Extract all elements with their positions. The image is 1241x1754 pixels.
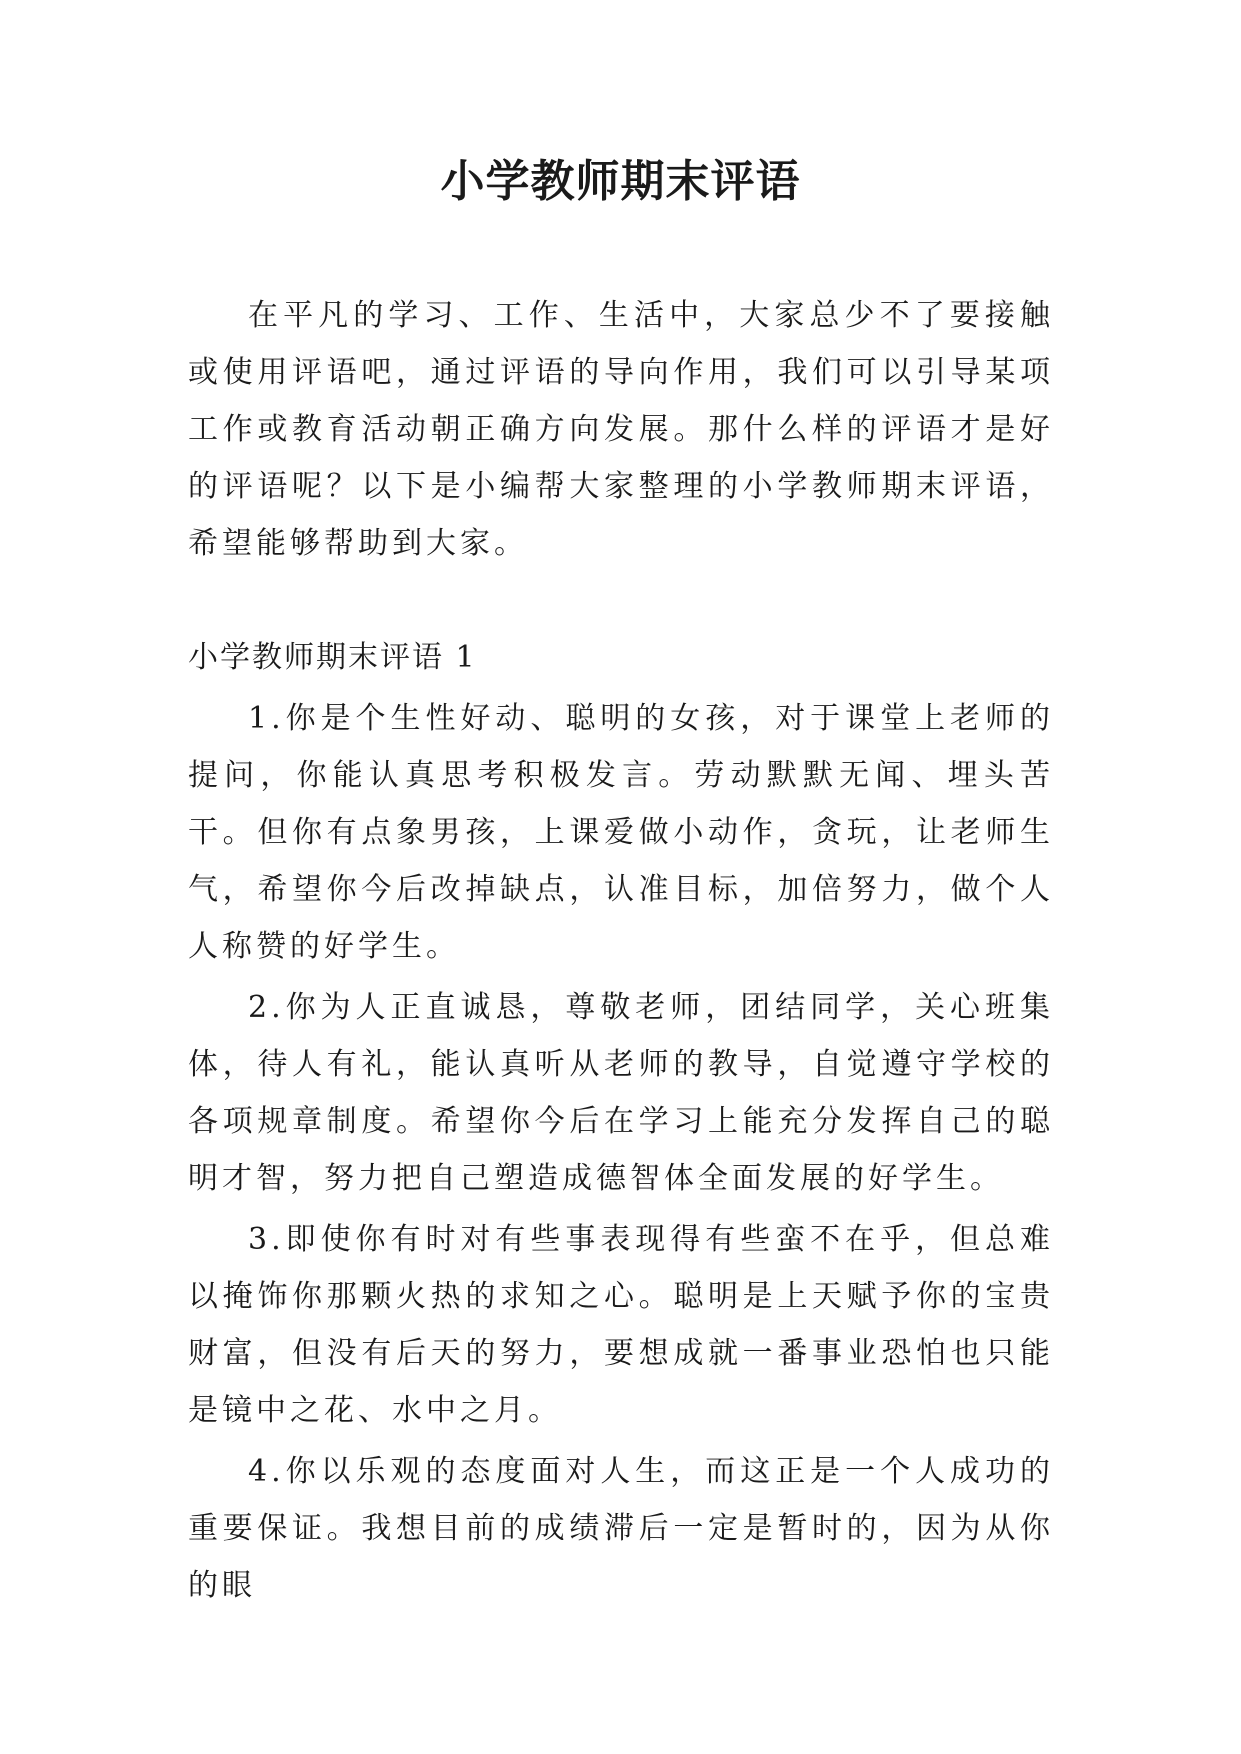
intro-paragraph: 在平凡的学习、工作、生活中，大家总少不了要接触或使用评语吧，通过评语的导向作用，我们可以引导某项工作或教育活动朝正确方向发展。那什么样的评语才是好的评语呢？以下是小编帮大家整理的小学教师期末评语，希望能够帮助到大家。	[188, 298, 1054, 561]
comment-item-3: 3.即使你有时对有些事表现得有些蛮不在乎，但总难以掩饰你那颗火热的求知之心。聪明是上天赋予你的宝贵财富，但没有后天的努力，要想成就一番事业恐怕也只能是镜中之花、水中之月。	[188, 1222, 1054, 1428]
document-body	[188, 287, 1054, 1614]
document-title: 小学教师期末评语	[440, 156, 801, 207]
comment-item-1: 1.你是个生性好动、聪明的女孩，对于课堂上老师的提问，你能认真思考积极发言。劳动默默无闻、埋头苦干。但你有点象男孩，上课爱做小动作，贪玩，让老师生气，希望你今后改掉缺点，认准目标，加倍努力，做个人人称赞的好学生。	[188, 701, 1054, 964]
comment-item-4: 4.你以乐观的态度面对人生，而这正是一个人成功的重要保证。我想目前的成绩滞后一定是暂时的，因为从你的眼	[188, 1454, 1054, 1603]
comment-item-2: 2.你为人正直诚恳，尊敬老师，团结同学，关心班集体，待人有礼，能认真听从老师的教导，自觉遵守学校的各项规章制度。希望你今后在学习上能充分发挥自己的聪明才智，努力把自己塑造成德智体全面发展的好学生。	[188, 990, 1054, 1196]
section-heading: 小学教师期末评语 1	[188, 640, 477, 675]
